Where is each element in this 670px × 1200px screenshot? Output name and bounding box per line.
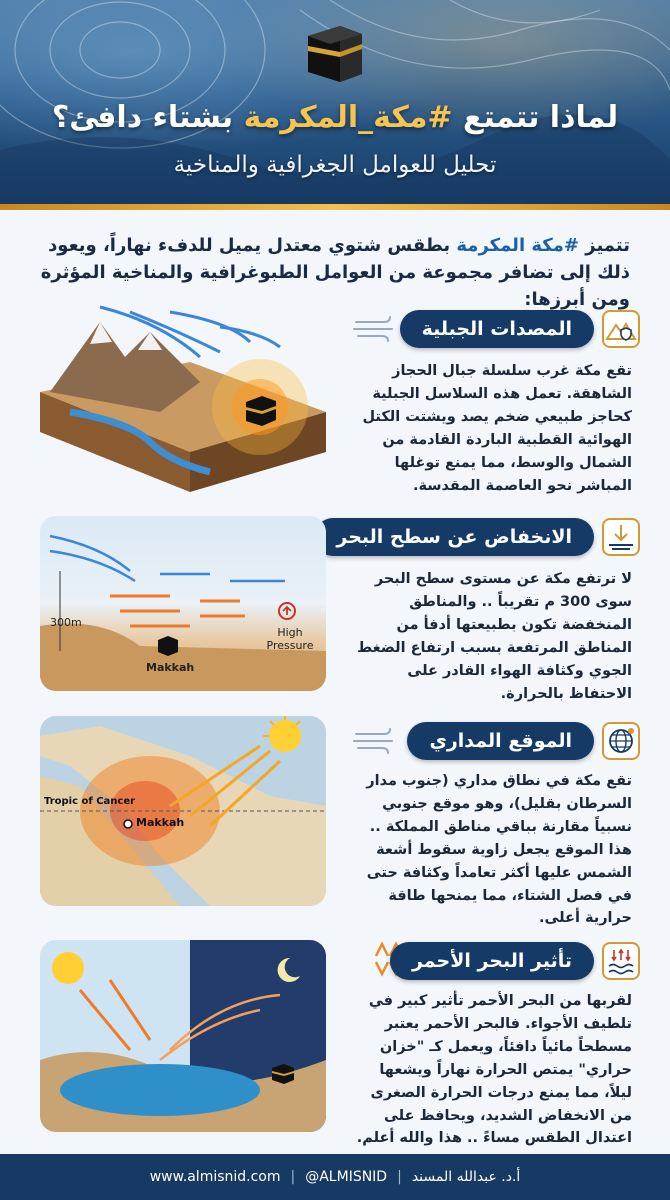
title-hashtag[interactable]: #مكة_المكرمة xyxy=(243,100,453,135)
page-title: لماذا تتمتع #مكة_المكرمة بشتاء دافئ؟ xyxy=(51,100,619,135)
section-title: تأثير البحر الأحمر xyxy=(390,942,594,980)
makkah-label: Makkah xyxy=(146,661,195,674)
globe-icon xyxy=(602,722,640,760)
mountain-illustration xyxy=(40,302,326,492)
pressure-illustration xyxy=(40,516,326,691)
section-body: لا ترتفع مكة عن مستوى سطح البحر سوى 300 م تقريباً .. والمناطق المنخفضة تكون بطبيعتها أدفأ من المناطق المرتفعة بسبب ارتفاع الضغط الجوي وكثافة الهواء القادر على الاحتفاظ بالحرارة. xyxy=(357,571,632,702)
section-red-sea-effect xyxy=(0,934,670,1147)
website-link[interactable]: www.almisnid.com xyxy=(149,1169,281,1185)
page-subtitle: تحليل للعوامل الجغرافية والمناخية xyxy=(173,152,497,178)
section-body: تقع مكة في نطاق مداري (جنوب مدار السرطان بقليل)، وهو موقع جنوبي نسبياً مقارنة بباقي مناطق المملكة .. هذا الموقع يجعل زاوية سقوط أشعة الشمس عليها أكثر تعامداً وكثافة حتى في فصل الشتاء، مما يمنحها طاقة حرارية أعلى. xyxy=(366,773,632,927)
section-title: الموقع المداري xyxy=(407,722,594,760)
sea-level-icon xyxy=(602,518,640,556)
section-body: لقربها من البحر الأحمر تأثير كبير في تلطيف الأجواء. فالبحر الأحمر يعتبر مسطحاً مائياً دافئاً، ويعمل كـ "خزان حراري" يمتص الحرارة نهاراً ويشعها ليلاً، مما يمنع درجات الحرارة الصغرى من الانخفاض الشديد، ويحافظ على اعتدال الطقس مساءً .. هذا والله أعلم. xyxy=(356,993,632,1147)
intro-hashtag[interactable]: #مكة المكرمة xyxy=(456,235,579,256)
water-heat-icon xyxy=(602,942,640,980)
altitude-label: 300m xyxy=(50,616,82,629)
section-body: تقع مكة غرب سلسلة جبال الحجاز الشاهقة. تعمل هذه السلاسل الجبلية كحاجز طبيعي ضخم يصد ويشتت الكتل الهوائية القطبية الباردة القادمة من الشمال والوسط، مما يمنع توغلها المباشر نحو العاصمة المقدسة. xyxy=(362,363,632,494)
makkah-label: Makkah xyxy=(136,816,185,829)
day-night-sea-illustration xyxy=(40,940,326,1132)
section-low-elevation xyxy=(0,510,670,700)
kaaba-icon xyxy=(300,22,370,84)
section-title: الانخفاض عن سطح البحر xyxy=(314,518,594,556)
high-pressure-label: High Pressure xyxy=(266,626,314,653)
author-name: أ.د. عبدالله المسند xyxy=(411,1169,521,1185)
wind-icon xyxy=(352,314,400,344)
footer-bar: www.almisnid.com | @ALMISNID | أ.د. عبدالله المسند xyxy=(0,1154,670,1200)
mountain-shield-icon xyxy=(602,310,640,348)
tropical-map-illustration xyxy=(40,716,326,906)
header-banner xyxy=(0,0,670,210)
header-gold-stripe xyxy=(0,204,670,210)
tropic-label: Tropic of Cancer xyxy=(44,796,136,807)
wind-icon xyxy=(352,726,400,756)
social-handle[interactable]: @ALMISNID xyxy=(305,1169,388,1185)
intro-paragraph: تتميز #مكة المكرمة بطقس شتوي معتدل يميل للدفء نهاراً، ويعود ذلك إلى تضافر مجموعة من العوامل الطبوغرافية والمناخية المؤثرة ومن أبرزها: xyxy=(40,235,630,310)
section-mountain-barriers xyxy=(0,300,670,500)
section-title: المصدات الجبلية xyxy=(400,310,594,348)
section-tropical-location xyxy=(0,712,670,927)
